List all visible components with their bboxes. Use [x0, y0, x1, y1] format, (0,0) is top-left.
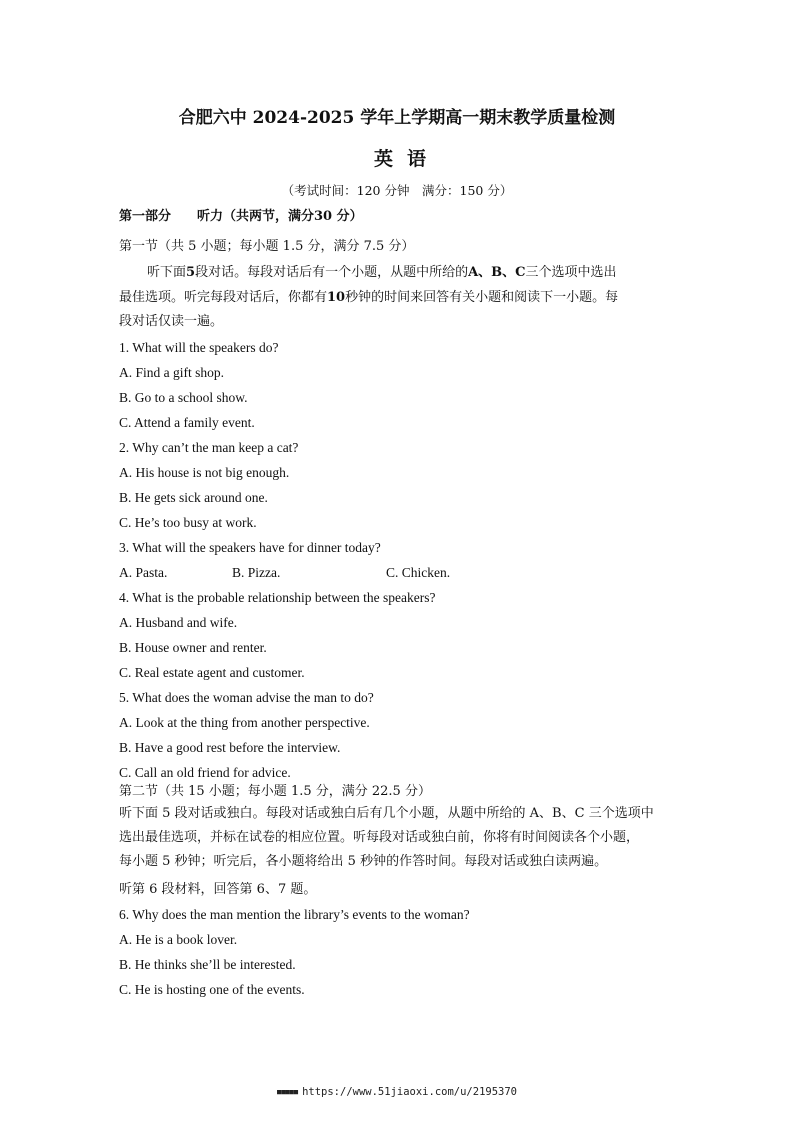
option-2b: B. He gets sick around one.	[119, 490, 268, 505]
question-4: 4. What is the probable relationship between the speakers?	[119, 590, 436, 605]
section1-heading: 第一节（共 5 小题；每小题 1.5 分，满分 7.5 分）	[119, 239, 415, 254]
part1-heading	[119, 208, 363, 226]
footer-url-link[interactable]: https://www.51jiaoxi.com/u/2195370	[302, 1086, 517, 1098]
option-6a: A. He is a book lover.	[119, 932, 238, 947]
question-3: 3. What will the speakers have for dinner today?	[119, 540, 381, 555]
option-3b: B. Pizza.	[232, 565, 281, 580]
part1-label: 第一部分	[119, 209, 172, 224]
exam-info: （考试时间：120 分钟 满分：150 分）	[281, 183, 513, 198]
question-2: 2. Why can’t the man keep a cat?	[119, 440, 299, 455]
option-3c: C. Chicken.	[386, 565, 451, 580]
question-6: 6. Why does the man mention the library’s events to the woman?	[119, 907, 470, 922]
material-6-heading: 听第 6 段材料，回答第 6、7 题。	[119, 882, 317, 897]
section1-instruction-line3: 段对话仅读一遍。	[119, 314, 224, 329]
subject-title: 英语	[373, 148, 440, 170]
option-1b: B. Go to a school show.	[119, 390, 248, 405]
part1-title: 听力（共两节，满分30 分）	[197, 209, 363, 224]
option-5c: C. Call an old friend for advice.	[119, 765, 291, 780]
section1-instruction-line1: 听下面5段对话。每段对话后有一个小题，从题中所给的A、B、C三个选项中选出	[147, 265, 617, 280]
option-6c: C. He is hosting one of the events.	[119, 982, 305, 997]
section2-instruction-line1: 听下面 5 段对话或独白。每段对话或独白后有几个小题，从题中所给的 A、B、C 三个选项中	[119, 806, 654, 821]
option-1a: A. Find a gift shop.	[119, 365, 225, 380]
section2-heading: 第二节（共 15 小题；每小题 1.5 分，满分 22.5 分）	[119, 784, 431, 799]
section2-instruction-line3: 每小题 5 秒钟；听完后，各小题将给出 5 秒钟的作答时间。每段对话或独白读两遍。	[119, 854, 608, 869]
question-5: 5. What does the woman advise the man to do?	[119, 690, 374, 705]
option-5b: B. Have a good rest before the interview.	[119, 740, 341, 755]
question-1: 1. What will the speakers do?	[119, 340, 279, 355]
option-5a: A. Look at the thing from another perspective.	[119, 715, 370, 730]
footer	[0, 1086, 794, 1098]
option-4b: B. House owner and renter.	[119, 640, 267, 655]
option-1c: C. Attend a family event.	[119, 415, 255, 430]
option-4c: C. Real estate agent and customer.	[119, 665, 305, 680]
option-2a: A. His house is not big enough.	[119, 465, 290, 480]
section2-instruction-line2: 选出最佳选项，并标在试卷的相应位置。听每段对话或独白前，你将有时间阅读各个小题，	[119, 830, 640, 845]
option-4a: A. Husband and wife.	[119, 615, 238, 630]
section1-instruction-line2: 最佳选项。听完每段对话后，你都有10秒钟的时间来回答有关小题和阅读下一小题。每	[119, 290, 619, 305]
exam-title: 合肥六中 2024-2025 学年上学期高一期末教学质量检测	[178, 108, 616, 128]
watermark-logo: ■■■■■	[276, 1088, 299, 1096]
option-3a: A. Pasta.	[119, 565, 168, 580]
option-6b: B. He thinks she’ll be interested.	[119, 957, 296, 972]
option-2c: C. He’s too busy at work.	[119, 515, 257, 530]
